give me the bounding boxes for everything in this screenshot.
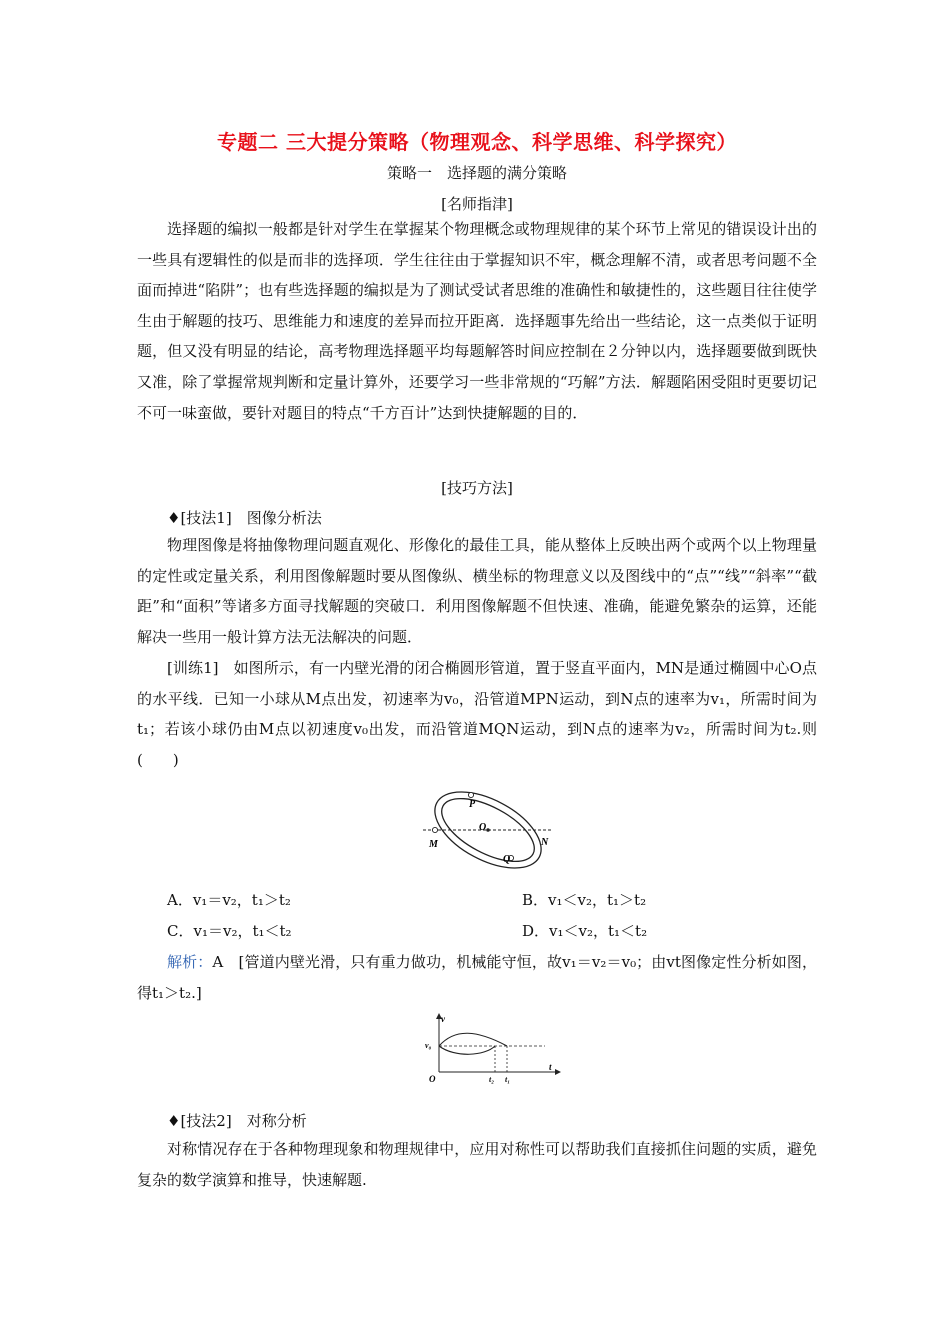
label-n: N [541, 837, 549, 848]
method1-text: 物理图像是将抽像物理问题直观化、形像化的最佳工具，能从整体上反映出两个或两个以上物理量的定性或定量关系，利用图像解题时要从图像纵、横坐标的物理意义以及图线中的“点”“线”“斜率”“截距”和“面积”等诸多方面寻找解题的突破口．利用图像解题不但快速、准确，能避免繁杂的运算，还能解决一些用一般计算方法无法解决的问题． [137, 536, 817, 646]
method2-text: 对称情况存在于各种物理现象和物理规律中，应用对称性可以帮助我们直接抓住问题的实质，避免复杂的数学演算和推导，快速解题. [137, 1140, 817, 1189]
ball-p [468, 792, 473, 797]
option-b: B．v₁＜v₂，t₁＞t₂ [522, 891, 647, 909]
page-title: 专题二 三大提分策略（物理观念、科学思维、科学探究） [217, 130, 737, 154]
method1-paragraph [137, 530, 817, 652]
option-a: A．v₁＝v₂，t₁＞t₂ [167, 891, 291, 909]
center-point [486, 828, 490, 832]
answer-label: 解析： [167, 953, 213, 971]
answer-paragraph [137, 947, 817, 1008]
label-v: v [441, 1014, 445, 1024]
label-o: O [479, 822, 487, 833]
section-heading-tips: [名师指津] [441, 195, 513, 213]
option-c: C．v₁＝v₂，t₁＜t₂ [167, 922, 292, 940]
label-t1: t₁ [505, 1075, 511, 1084]
label-origin: O [429, 1074, 436, 1084]
label-t: t [549, 1062, 552, 1072]
label-v0: v₀ [425, 1041, 432, 1050]
exercise-paragraph [137, 653, 817, 775]
label-m: M [429, 839, 438, 850]
curve-path-mpn [439, 1033, 507, 1046]
intro-text: 选择题的编拟一般都是针对学生在掌握某个物理概念或物理规律的某个环节上常见的错误设计出的一些具有逻辑性的似是而非的选择项．学生往往由于掌握知识不牢，概念理解不清，或者思考问题不全面而掉进“陷阱”；也有些选择题的编拟是为了测试受试者思维的准确性和敏捷性的，这些题目往往使学生由于解题的技巧、思维能力和速度的差异而拉开距离．选择题事先给出一些结论，这一点类似于证明题，但又没有明显的结论，高考物理选择题平均每题解答时间应控制在２分钟以内，选择题要做到既快又准，除了掌握常规判断和定量计算外，还要学习一些非常规的“巧解”方法．解题陷困受阻时更要切记不可一味蛮做，要针对题目的特点“千方百计”达到快捷解题的目的． [137, 220, 817, 422]
method2-heading: ♦[技法2] 对称分析 [167, 1112, 307, 1130]
intro-paragraph [137, 214, 817, 428]
label-q: Q [503, 854, 511, 865]
ball-m [432, 827, 437, 832]
method2-paragraph [137, 1134, 817, 1195]
answer-text: A [管道内壁光滑，只有重力做功，机械能守恒，故v₁＝v₂＝v₀；由vt图像定性分析如图，得t₁＞t₂.] [137, 953, 817, 1002]
section-heading-methods: [技巧方法] [441, 479, 513, 497]
vt-graph-figure [425, 1012, 565, 1084]
strategy-subtitle: 策略一 选择题的满分策略 [386, 164, 567, 182]
method1-heading: ♦[技法1] 图像分析法 [167, 509, 322, 527]
exercise-text: [训练1] 如图所示，有一内壁光滑的闭合椭圆形管道，置于竖直平面内，MN是通过椭圆中心O点的水平线．已知一小球从M点出发，初速率为v₀，沿管道MPN运动，到N点的速率为v₁，所需时间为t₁；若该小球仍由M点以初速度v₀出发，而沿管道MQN运动，到N点的速率为v₂，所需时间为t₂.则( ) [137, 659, 817, 769]
ellipse-tube-figure [423, 786, 553, 874]
label-t2: t₂ [489, 1075, 495, 1084]
label-p: P [469, 799, 476, 810]
answer-text-wrap [137, 947, 817, 1008]
option-d: D．v₁＜v₂，t₁＜t₂ [522, 922, 648, 940]
curve-path-mqn [439, 1046, 495, 1054]
